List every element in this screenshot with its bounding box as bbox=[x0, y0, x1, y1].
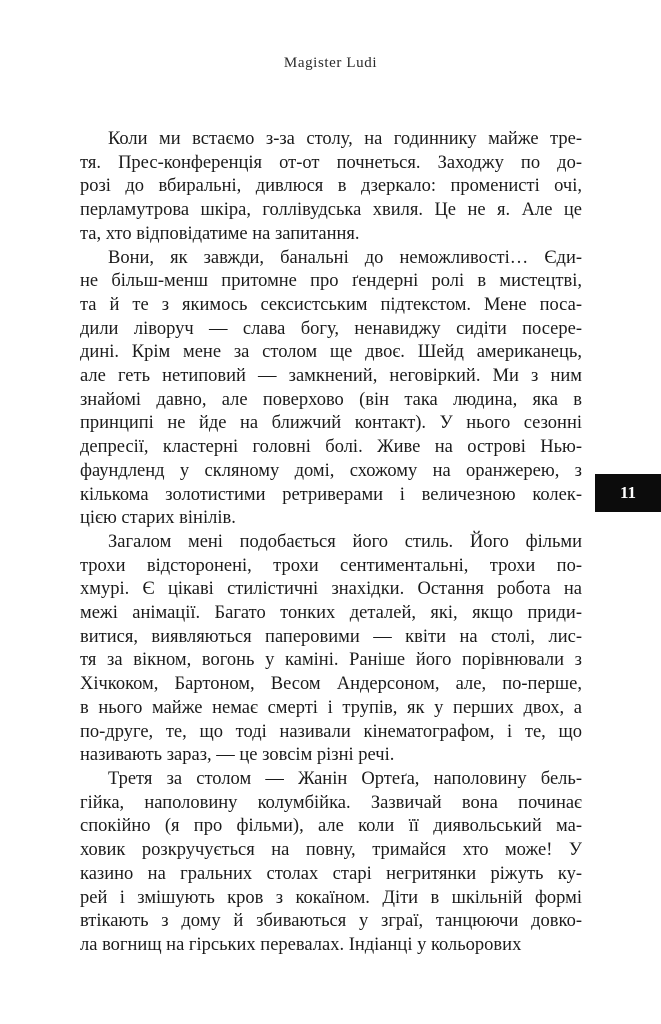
text-line: втікають з дому й збиваються у зграї, танцюючи довко- bbox=[80, 911, 582, 932]
text-line: спокійно (я про фільми), але коли її диявольський ма- bbox=[80, 816, 582, 837]
text-line: витися, виявляються паперовими — квіти на столі, лис- bbox=[80, 626, 582, 647]
text-line: та, хто відповідатиме на запитання. bbox=[80, 223, 360, 244]
text-line: тя за вікном, вогонь у каміні. Раніше його порівнювали з bbox=[80, 650, 582, 671]
text-line: розі до вбиральні, дивлюся в дзеркало: променисті очі, bbox=[80, 176, 582, 197]
text-line: хмурі. Є цікаві стилістичні знахідки. Остання робота на bbox=[80, 579, 582, 600]
text-line: Коли ми встаємо з-за столу, на годиннику майже тре- bbox=[108, 129, 582, 149]
text-line: Загалом мені подобається його стиль. Його фільми bbox=[108, 531, 582, 552]
text-line: принципі не йде на ближчий контакт). У нього сезонні bbox=[80, 413, 582, 434]
paragraph bbox=[80, 768, 582, 958]
paragraph bbox=[80, 128, 582, 247]
text-line: межі анімації. Багато тонких деталей, які, якщо приди- bbox=[80, 603, 582, 624]
text-line: перламутрова шкіра, голлівудська хвиля. Це не я. Але це bbox=[80, 200, 582, 221]
page-number: 11 bbox=[619, 483, 637, 502]
body-text bbox=[80, 128, 582, 958]
text-line: в нього майже немає смерті і трупів, як у перших двох, а bbox=[80, 697, 582, 718]
text-line: дили ліворуч — слава богу, ненавиджу сидіти посере- bbox=[80, 318, 582, 339]
text-line: фаундленд у скляному домі, схожому на оранжерею, з bbox=[80, 460, 582, 481]
text-line: знайомі давно, але поверхово (він така людина, яка в bbox=[80, 389, 582, 410]
text-line: кількома золотистими ретриверами і величезною колек- bbox=[80, 484, 582, 505]
text-line: та й те з якимось сексистським підтекстом. Мене поса- bbox=[80, 294, 582, 315]
text-line: називають зараз, — це зовсім різні речі. bbox=[80, 745, 395, 766]
text-line: ховик розкручується на повну, тримайся хто може! У bbox=[80, 840, 582, 861]
text-line: цією старих вінілів. bbox=[80, 508, 236, 529]
paragraph bbox=[80, 247, 582, 531]
text-line: не більш-менш притомне про ґендерні ролі в мистецтві, bbox=[80, 271, 582, 292]
text-line: рей і змішують кров з кокаїном. Діти в шкільній формі bbox=[80, 887, 582, 908]
paragraph bbox=[80, 531, 582, 768]
text-line: казино на гральних столах старі негритянки ріжуть ку- bbox=[80, 863, 582, 884]
running-header: Magister Ludi bbox=[283, 55, 378, 71]
text-line: Третя за столом — Жанін Ортеґа, наполовину бель- bbox=[108, 768, 582, 789]
text-line: депресії, кластерні головні болі. Живе на острові Нью- bbox=[80, 437, 582, 458]
text-line: тя. Прес-конференція от-от почнеться. Заходжу по до- bbox=[80, 152, 582, 173]
text-line: ла вогнищ на гірських перевалах. Індіанці у кольорових bbox=[80, 934, 522, 955]
text-line: Хічкоком, Бартоном, Весом Андерсоном, але, по-перше, bbox=[80, 674, 582, 695]
text-line: дині. Крім мене за столом ще двоє. Шейд американець, bbox=[80, 342, 582, 363]
text-line: по-друге, те, що тоді називали кінематографом, і те, що bbox=[80, 721, 582, 742]
text-line: Вони, як завжди, банальні до неможливості… Єди- bbox=[108, 247, 582, 268]
text-line: гійка, наполовину колумбійка. Зазвичай вона починає bbox=[80, 792, 582, 813]
text-line: але геть нетиповий — замкнений, неговіркий. Ми з ним bbox=[80, 366, 582, 387]
text-line: трохи відсторонені, трохи сентиментальні, трохи по- bbox=[80, 555, 582, 576]
page-number-tab bbox=[595, 474, 661, 512]
